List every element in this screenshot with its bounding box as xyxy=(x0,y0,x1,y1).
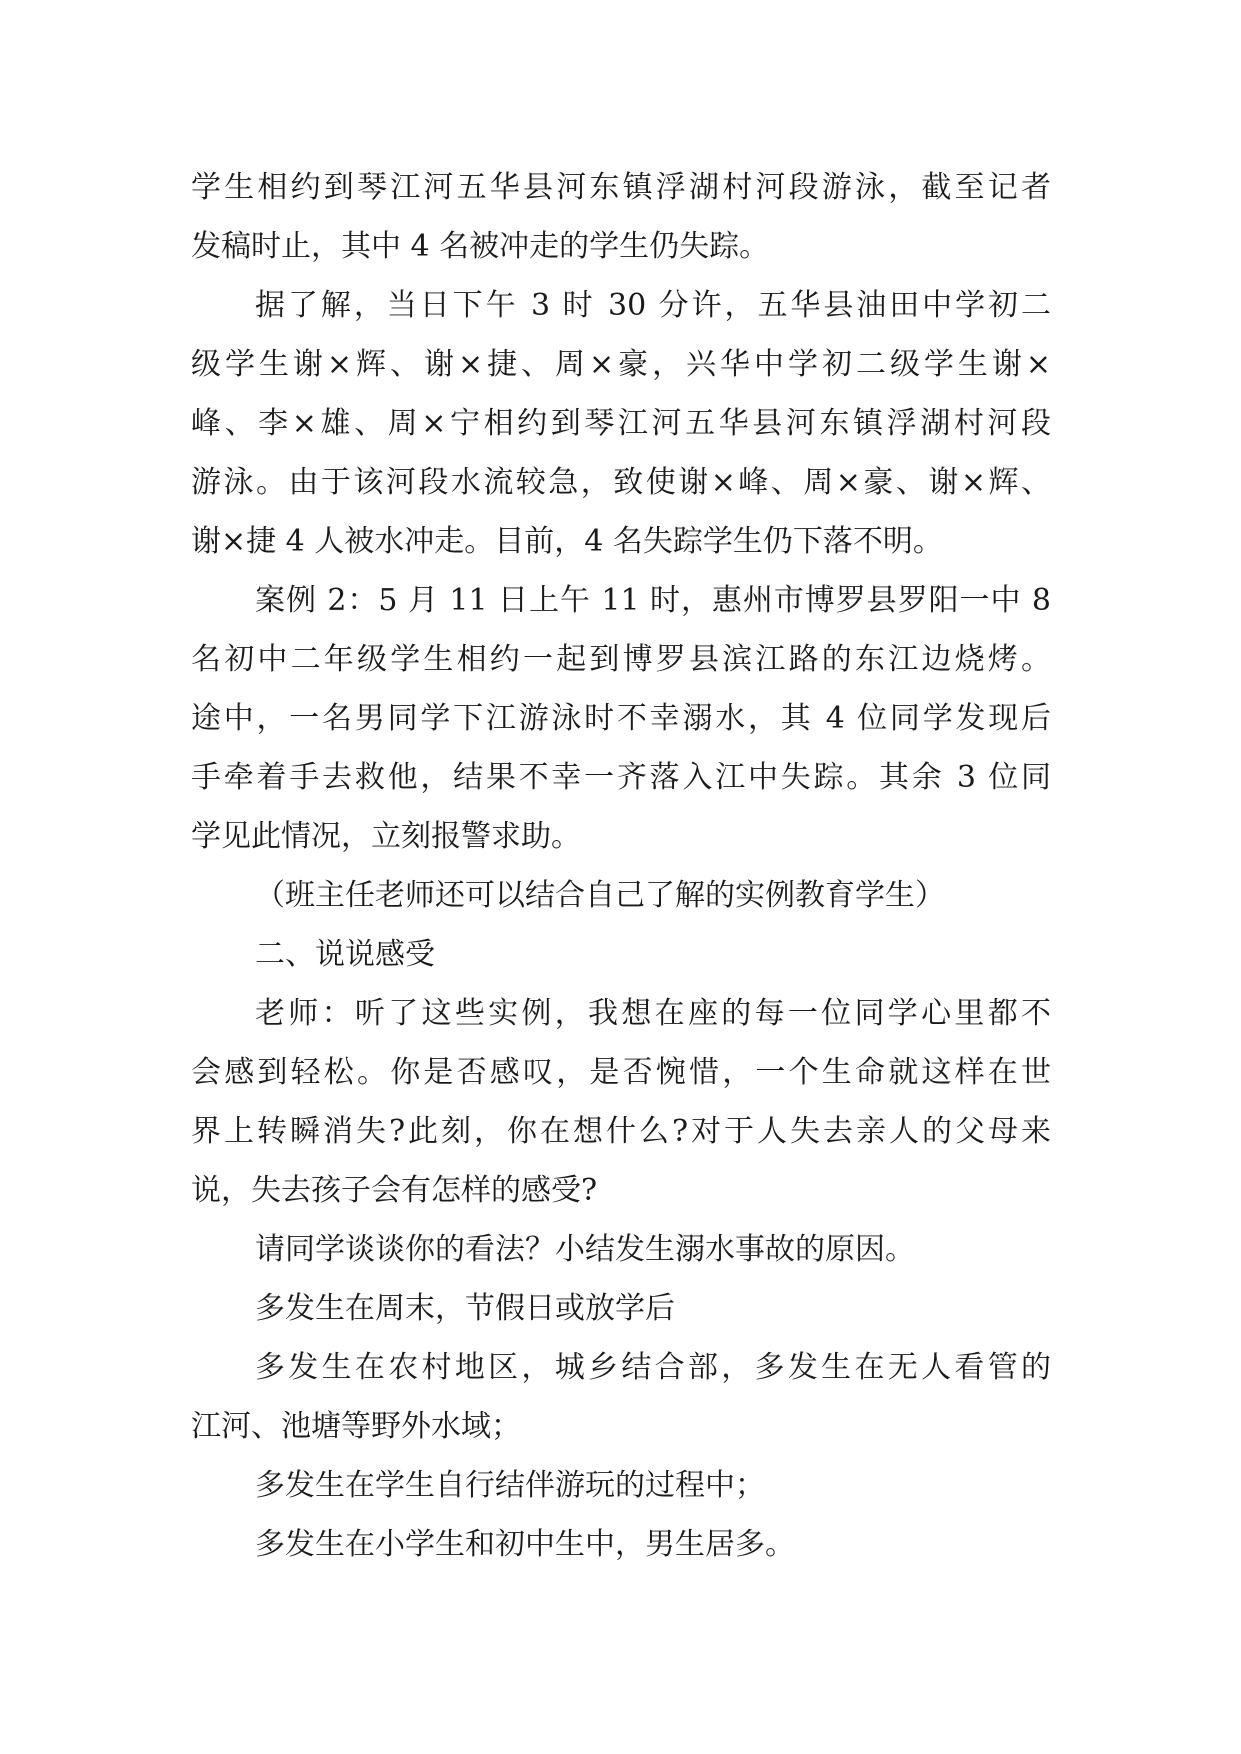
paragraph-8 xyxy=(191,1279,1051,1338)
text-line: 说，失去孩子会有怎样的感受? xyxy=(191,1173,598,1208)
paragraph-4 xyxy=(191,866,1051,925)
text-line: 学生相约到琴江河五华县河东镇浮湖村河段游泳，截至记者 xyxy=(191,170,1051,205)
paragraph-1 xyxy=(191,158,1051,276)
text-line: 谢×捷 4 人被水冲走。目前，4 名失踪学生仍下落不明。 xyxy=(191,524,943,559)
text-line: 发稿时止，其中 4 名被冲走的学生仍失踪。 xyxy=(191,229,770,264)
paragraph-7 xyxy=(191,1220,1051,1279)
text-line: 案例 2：5 月 11 日上午 11 时，惠州市博罗县罗阳一中 8 xyxy=(255,583,1051,618)
text-line: 据了解，当日下午 3 时 30 分许，五华县油田中学初二 xyxy=(255,288,1051,323)
paragraph-3 xyxy=(191,571,1051,866)
paragraph-11 xyxy=(191,1515,1051,1574)
text-line: 手牵着手去救他，结果不幸一齐落入江中失踪。其余 3 位同 xyxy=(191,760,1051,795)
text-line: 途中，一名男同学下江游泳时不幸溺水，其 4 位同学发现后 xyxy=(191,701,1051,736)
section-heading xyxy=(191,925,1051,984)
text-line: 多发生在小学生和初中生中，男生居多。 xyxy=(255,1527,795,1562)
text-line: 多发生在农村地区，城乡结合部，多发生在无人看管的 xyxy=(255,1350,1051,1385)
paragraph-9 xyxy=(191,1338,1051,1456)
text-line: 峰、李×雄、周×宁相约到琴江河五华县河东镇浮湖村河段 xyxy=(191,406,1051,441)
paragraph-10 xyxy=(191,1456,1051,1515)
paragraph-2 xyxy=(191,276,1051,571)
text-line: 界上转瞬消失?此刻，你在想什么?对于人失去亲人的父母来 xyxy=(191,1114,1051,1149)
text-line: 请同学谈谈你的看法？小结发生溺水事故的原因。 xyxy=(255,1232,915,1267)
text-line: 老师：听了这些实例，我想在座的每一位同学心里都不 xyxy=(255,996,1051,1031)
text-line: （班主任老师还可以结合自己了解的实例教育学生） xyxy=(255,878,945,913)
text-line: 多发生在周末，节假日或放学后 xyxy=(255,1291,675,1326)
text-line: 名初中二年级学生相约一起到博罗县滨江路的东江边烧烤。 xyxy=(191,642,1051,677)
text-line: 游泳。由于该河段水流较急，致使谢×峰、周×豪、谢×辉、 xyxy=(191,465,1051,500)
document-body xyxy=(191,158,1051,1574)
text-line: 江河、池塘等野外水域； xyxy=(191,1409,521,1444)
text-line: 会感到轻松。你是否感叹，是否惋惜，一个生命就这样在世 xyxy=(191,1055,1051,1090)
text-line: 级学生谢×辉、谢×捷、周×豪，兴华中学初二级学生谢× xyxy=(191,347,1051,382)
text-line: 多发生在学生自行结伴游玩的过程中； xyxy=(255,1468,765,1503)
text-line: 学见此情况，立刻报警求助。 xyxy=(191,819,581,854)
text-line: 二、说说感受 xyxy=(255,937,435,972)
paragraph-6 xyxy=(191,984,1051,1220)
